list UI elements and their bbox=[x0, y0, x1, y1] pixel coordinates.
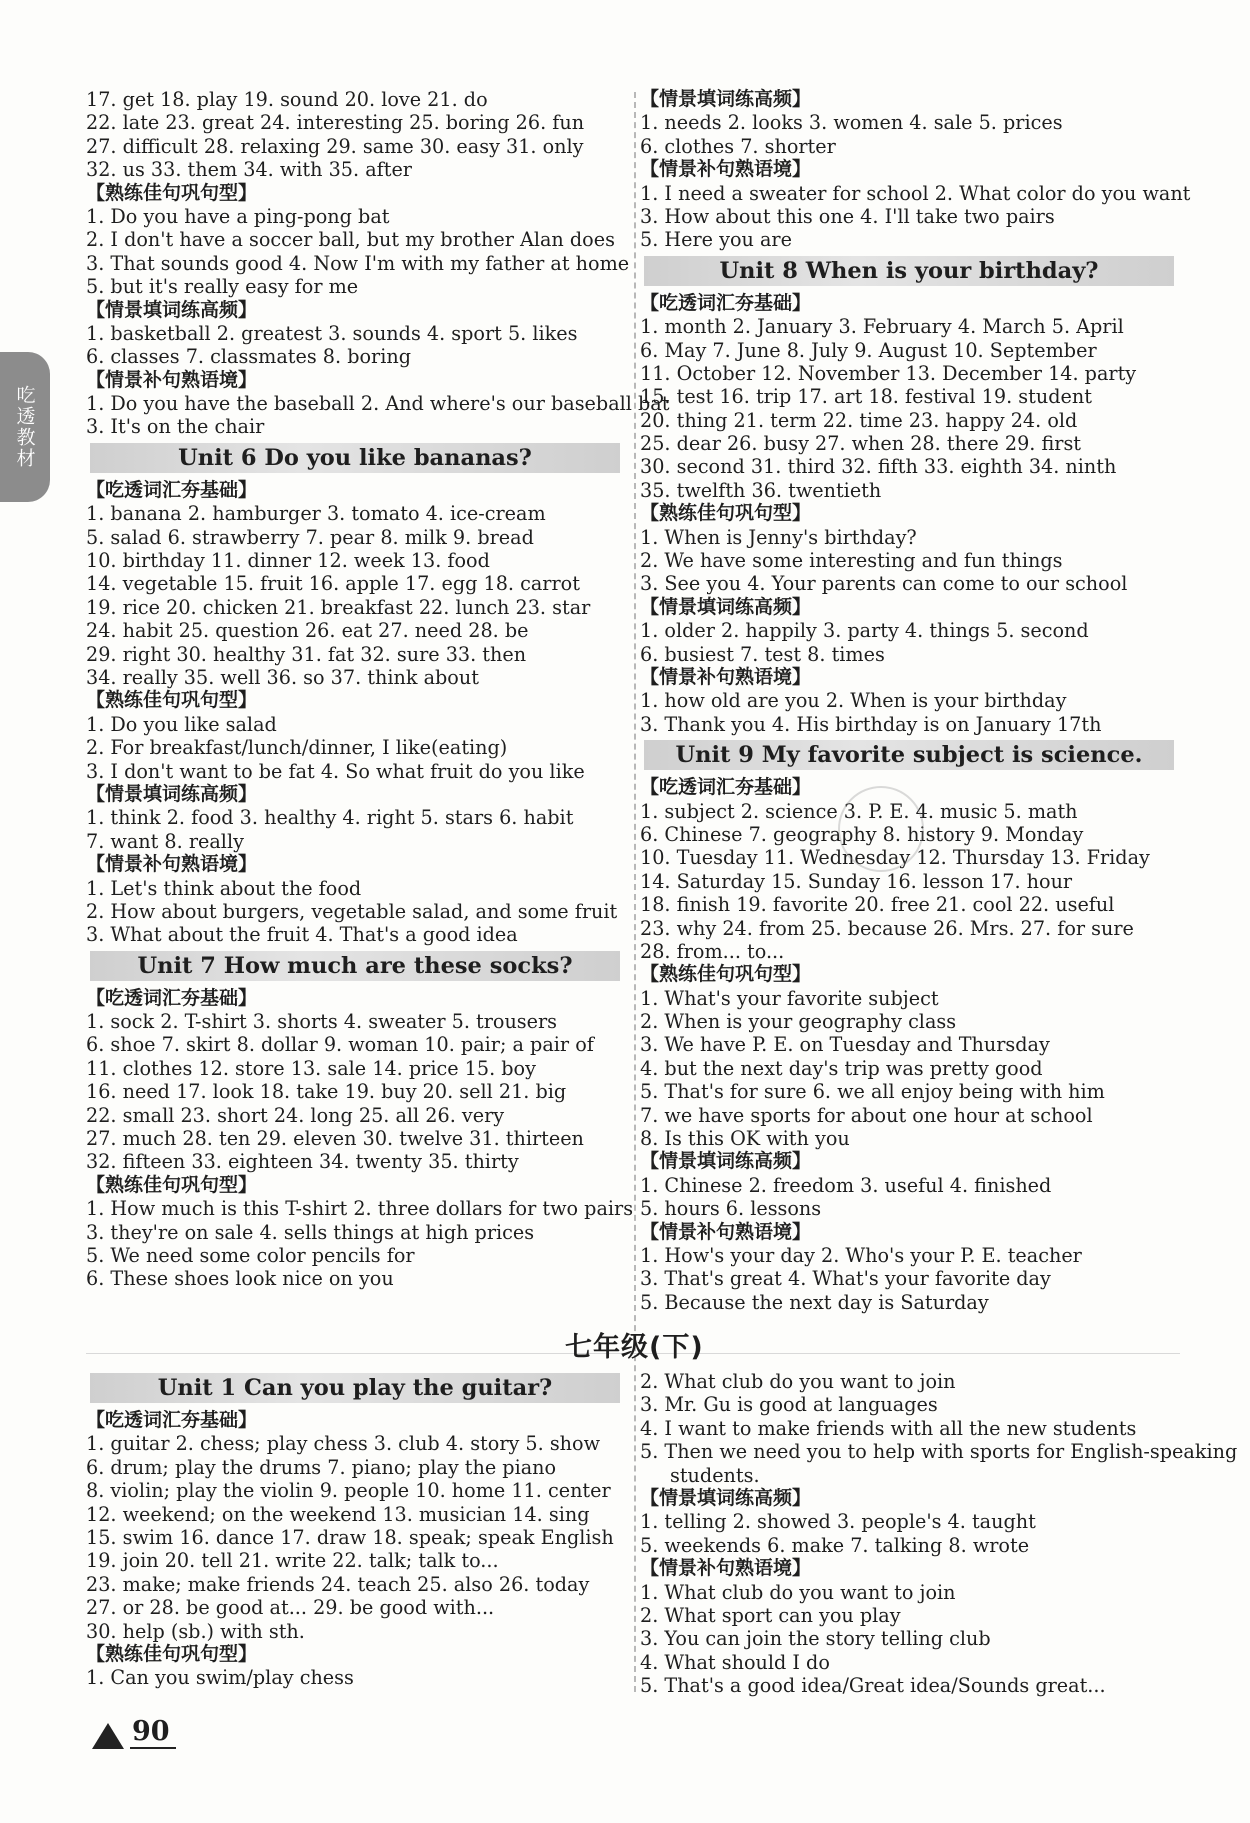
page-number: 90 bbox=[130, 1718, 176, 1749]
answer-line: 3. they're on sale 4. sells things at high prices bbox=[86, 1220, 535, 1244]
bottom-right-column bbox=[640, 1370, 1238, 1698]
answer-line: 4. but the next day's trip was pretty good bbox=[640, 1056, 1043, 1080]
answer-line: 25. dear 26. busy 27. when 28. there 29. first bbox=[640, 432, 1082, 456]
answer-line: 6. These shoes look nice on you bbox=[86, 1267, 394, 1291]
answer-line: 1. What's your favorite subject bbox=[640, 986, 939, 1010]
answer-line: 1. banana 2. hamburger 3. tomato 4. ice-cream bbox=[86, 502, 546, 526]
answer-line: 6. Chinese 7. geography 8. history 9. Monday bbox=[640, 822, 1084, 846]
answer-line: 1. How's your day 2. Who's your P. E. teacher bbox=[640, 1243, 1082, 1267]
answer-line: 1. month 2. January 3. February 4. March 5. April bbox=[640, 315, 1124, 339]
unit-heading: Unit 7 How much are these socks? bbox=[90, 951, 620, 981]
answer-line: 3. You can join the story telling club bbox=[640, 1627, 991, 1651]
answer-line: 3. We have P. E. on Tuesday and Thursday bbox=[640, 1033, 1050, 1057]
answer-line: 1. needs 2. looks 3. women 4. sale 5. prices bbox=[640, 111, 1063, 135]
answer-line: 3. That's great 4. What's your favorite day bbox=[640, 1267, 1051, 1291]
answer-line: 17. get 18. play 19. sound 20. love 21. do bbox=[86, 88, 488, 111]
grade-heading: 七年级(下) bbox=[565, 1332, 704, 1363]
section-heading: 【熟练佳句巩句型】 bbox=[86, 1173, 258, 1196]
answer-line: 23. make; make friends 24. teach 25. also 26. today bbox=[86, 1572, 590, 1596]
answer-line: 3. Mr. Gu is good at languages bbox=[640, 1393, 938, 1417]
answer-line: 6. May 7. June 8. July 9. August 10. September bbox=[640, 338, 1097, 362]
answer-line: 14. Saturday 15. Sunday 16. lesson 17. hour bbox=[640, 869, 1073, 893]
answer-line: 27. or 28. be good at... 29. be good with... bbox=[86, 1596, 495, 1620]
section-heading: 【熟练佳句巩句型】 bbox=[86, 1642, 258, 1665]
answer-line: 3. What about the fruit 4. That's a good idea bbox=[86, 923, 518, 947]
answer-line: 5. Then we need you to help with sports for English-speaking bbox=[640, 1440, 1238, 1464]
unit-heading: Unit 9 My favorite subject is science. bbox=[644, 740, 1174, 770]
answer-line: 2. For breakfast/lunch/dinner, I like(eating) bbox=[86, 736, 508, 760]
section-heading: 【情景填词练高频】 bbox=[640, 88, 812, 110]
answer-line: 8. violin; play the violin 9. people 10. home 11. center bbox=[86, 1479, 611, 1503]
answer-line: 11. clothes 12. store 13. sale 14. price 15. boy bbox=[86, 1056, 536, 1080]
answer-line: 19. rice 20. chicken 21. breakfast 22. lunch 23. star bbox=[86, 595, 591, 619]
answer-line: 1. Do you have the baseball 2. And where's our baseball bat bbox=[86, 392, 670, 416]
section-heading: 【情景填词练高频】 bbox=[640, 595, 812, 618]
answer-line: 22. small 23. short 24. long 25. all 26. very bbox=[86, 1103, 505, 1127]
answer-line: 23. why 24. from 25. because 26. Mrs. 27. for sure bbox=[640, 916, 1134, 940]
answer-line: 1. Can you swim/play chess bbox=[86, 1666, 354, 1690]
section-heading: 【熟练佳句巩句型】 bbox=[86, 181, 258, 204]
unit-heading: Unit 1 Can you play the guitar? bbox=[90, 1373, 620, 1403]
unit-heading: Unit 6 Do you like bananas? bbox=[90, 443, 620, 473]
publisher-logo-icon bbox=[92, 1723, 124, 1749]
answer-line: 32. us 33. them 34. with 35. after bbox=[86, 158, 412, 182]
answer-line: 4. I want to make friends with all the new students bbox=[640, 1416, 1137, 1440]
answer-line: 11. October 12. November 13. December 14. party bbox=[640, 361, 1137, 385]
answer-line: 1. Chinese 2. freedom 3. useful 4. finished bbox=[640, 1173, 1052, 1197]
answer-line: 27. much 28. ten 29. eleven 30. twelve 31. thirteen bbox=[86, 1127, 584, 1151]
section-heading: 【情景补句熟语境】 bbox=[640, 1557, 812, 1580]
answer-line: 1. Let's think about the food bbox=[86, 876, 362, 900]
bottom-left-column bbox=[86, 1369, 626, 1690]
section-heading: 【情景补句熟语境】 bbox=[86, 853, 258, 876]
answer-line: 5. salad 6. strawberry 7. pear 8. milk 9. bread bbox=[86, 525, 534, 549]
section-heading: 【情景填词练高频】 bbox=[640, 1150, 812, 1173]
answer-line: 29. right 30. healthy 31. fat 32. sure 33. then bbox=[86, 642, 527, 666]
answer-line: 10. Tuesday 11. Wednesday 12. Thursday 13. Friday bbox=[640, 846, 1150, 870]
right-column bbox=[640, 88, 1191, 1314]
answer-line: 1. What club do you want to join bbox=[640, 1580, 956, 1604]
answer-line: 1. I need a sweater for school 2. What color do you want bbox=[640, 181, 1191, 205]
section-heading: 【熟练佳句巩句型】 bbox=[640, 963, 812, 986]
section-heading: 【吃透词汇夯基础】 bbox=[640, 776, 812, 799]
answer-line: 15. swim 16. dance 17. draw 18. speak; speak English bbox=[86, 1525, 614, 1549]
answer-line: 6. drum; play the drums 7. piano; play the piano bbox=[86, 1455, 557, 1479]
answer-line: 10. birthday 11. dinner 12. week 13. food bbox=[86, 549, 490, 573]
answer-line: 8. Is this OK with you bbox=[640, 1127, 850, 1151]
answer-line: 7. we have sports for about one hour at school bbox=[640, 1103, 1093, 1127]
answer-line: 1. telling 2. showed 3. people's 4. taught bbox=[640, 1510, 1036, 1534]
answer-line: 5. That's a good idea/Great idea/Sounds great... bbox=[640, 1674, 1106, 1698]
answer-line: 6. clothes 7. shorter bbox=[640, 134, 836, 158]
answer-line: 7. want 8. really bbox=[86, 829, 244, 853]
answer-line: 1. Do you like salad bbox=[86, 712, 277, 736]
answer-line: 1. how old are you 2. When is your birthday bbox=[640, 689, 1067, 713]
section-heading: 【情景填词练高频】 bbox=[86, 298, 258, 321]
answer-line: 5. but it's really easy for me bbox=[86, 275, 359, 299]
answer-line: 6. classes 7. classmates 8. boring bbox=[86, 345, 411, 369]
answer-line: 1. basketball 2. greatest 3. sounds 4. sport 5. likes bbox=[86, 321, 578, 345]
answer-line: 14. vegetable 15. fruit 16. apple 17. egg 18. carrot bbox=[86, 572, 580, 596]
answer-line: 34. really 35. well 36. so 37. think about bbox=[86, 665, 479, 689]
answer-line: 1. Do you have a ping-pong bat bbox=[86, 204, 390, 228]
answer-line: 6. busiest 7. test 8. times bbox=[640, 642, 885, 666]
answer-line: 1. How much is this T-shirt 2. three dollars for two pairs bbox=[86, 1197, 634, 1221]
section-heading: 【吃透词汇夯基础】 bbox=[86, 478, 258, 501]
answer-line: 19. join 20. tell 21. write 22. talk; talk to... bbox=[86, 1549, 499, 1573]
answer-line: 1. think 2. food 3. healthy 4. right 5. stars 6. habit bbox=[86, 806, 574, 830]
answer-line: 22. late 23. great 24. interesting 25. boring 26. fun bbox=[86, 111, 585, 135]
answer-line: 2. What club do you want to join bbox=[640, 1370, 956, 1393]
answer-line: 3. I don't want to be fat 4. So what fruit do you like bbox=[86, 759, 585, 783]
answer-line: 1. older 2. happily 3. party 4. things 5. second bbox=[640, 619, 1089, 643]
section-heading: 【熟练佳句巩句型】 bbox=[640, 502, 812, 525]
column-divider bbox=[634, 92, 636, 1692]
answer-line: 2. What sport can you play bbox=[640, 1603, 901, 1627]
answer-line: 1. sock 2. T-shirt 3. shorts 4. sweater 5. trousers bbox=[86, 1010, 558, 1034]
answer-line: 5. Here you are bbox=[640, 228, 792, 252]
section-heading: 【情景填词练高频】 bbox=[86, 782, 258, 805]
answer-line: 27. difficult 28. relaxing 29. same 30. easy 31. only bbox=[86, 134, 584, 158]
answer-line: 15. test 16. trip 17. art 18. festival 19. student bbox=[640, 385, 1092, 409]
side-tab: 吃透教材 bbox=[0, 352, 50, 502]
answer-line: 5. That's for sure 6. we all enjoy being with him bbox=[640, 1080, 1105, 1104]
section-heading: 【情景补句熟语境】 bbox=[640, 158, 812, 181]
answer-line: 5. We need some color pencils for bbox=[86, 1243, 415, 1267]
section-heading: 【吃透词汇夯基础】 bbox=[86, 1409, 258, 1431]
answer-line: 3. Thank you 4. His birthday is on January 17th bbox=[640, 712, 1102, 736]
answer-line: 12. weekend; on the weekend 13. musician 14. sing bbox=[86, 1502, 590, 1526]
watermark-stamp bbox=[838, 786, 924, 872]
answer-line: 1. subject 2. science 3. P. E. 4. music 5. math bbox=[640, 799, 1078, 823]
page-footer bbox=[92, 1718, 176, 1749]
section-heading: 【情景补句熟语境】 bbox=[640, 665, 812, 688]
answer-line: 3. That sounds good 4. Now I'm with my father at home bbox=[86, 251, 630, 275]
answer-line: 18. finish 19. favorite 20. free 21. cool 22. useful bbox=[640, 893, 1115, 917]
answer-line: 30. second 31. third 32. fifth 33. eighth 34. ninth bbox=[640, 455, 1117, 479]
section-heading: 【情景填词练高频】 bbox=[640, 1486, 812, 1509]
answer-line: 2. I don't have a soccer ball, but my brother Alan does bbox=[86, 228, 615, 252]
answer-line: 30. help (sb.) with sth. bbox=[86, 1619, 305, 1643]
answer-line: 20. thing 21. term 22. time 23. happy 24. old bbox=[640, 408, 1078, 432]
answer-line: 35. twelfth 36. twentieth bbox=[640, 478, 882, 502]
answer-line: 28. from... to... bbox=[640, 939, 785, 963]
answer-line: 2. How about burgers, vegetable salad, and some fruit bbox=[86, 899, 618, 923]
answer-line: 3. How about this one 4. I'll take two pairs bbox=[640, 204, 1055, 228]
answer-line: 5. hours 6. lessons bbox=[640, 1197, 822, 1221]
section-heading: 【吃透词汇夯基础】 bbox=[86, 986, 258, 1009]
unit-heading: Unit 8 When is your birthday? bbox=[644, 256, 1174, 286]
answer-line: 1. When is Jenny's birthday? bbox=[640, 525, 917, 549]
answer-line: 2. When is your geography class bbox=[640, 1010, 957, 1034]
answer-line: 2. We have some interesting and fun things bbox=[640, 549, 1063, 573]
section-heading: 【情景补句熟语境】 bbox=[86, 368, 258, 391]
answer-line: 16. need 17. look 18. take 19. buy 20. sell 21. big bbox=[86, 1080, 567, 1104]
answer-line: students. bbox=[670, 1463, 760, 1487]
section-heading: 【熟练佳句巩句型】 bbox=[86, 689, 258, 712]
answer-line: 1. guitar 2. chess; play chess 3. club 4. story 5. show bbox=[86, 1432, 601, 1456]
left-column bbox=[86, 88, 670, 1291]
section-heading: 【吃透词汇夯基础】 bbox=[640, 291, 812, 314]
answer-line: 4. What should I do bbox=[640, 1650, 830, 1674]
section-heading: 【情景补句熟语境】 bbox=[640, 1220, 812, 1243]
answer-line: 5. Because the next day is Saturday bbox=[640, 1290, 989, 1314]
answer-line: 5. weekends 6. make 7. talking 8. wrote bbox=[640, 1533, 1030, 1557]
answer-line: 6. shoe 7. skirt 8. dollar 9. woman 10. pair; a pair of bbox=[86, 1033, 594, 1057]
answer-line: 32. fifteen 33. eighteen 34. twenty 35. thirty bbox=[86, 1150, 519, 1174]
answer-line: 24. habit 25. question 26. eat 27. need 28. be bbox=[86, 619, 529, 643]
answer-line: 3. See you 4. Your parents can come to our school bbox=[640, 572, 1128, 596]
answer-line: 3. It's on the chair bbox=[86, 415, 265, 439]
